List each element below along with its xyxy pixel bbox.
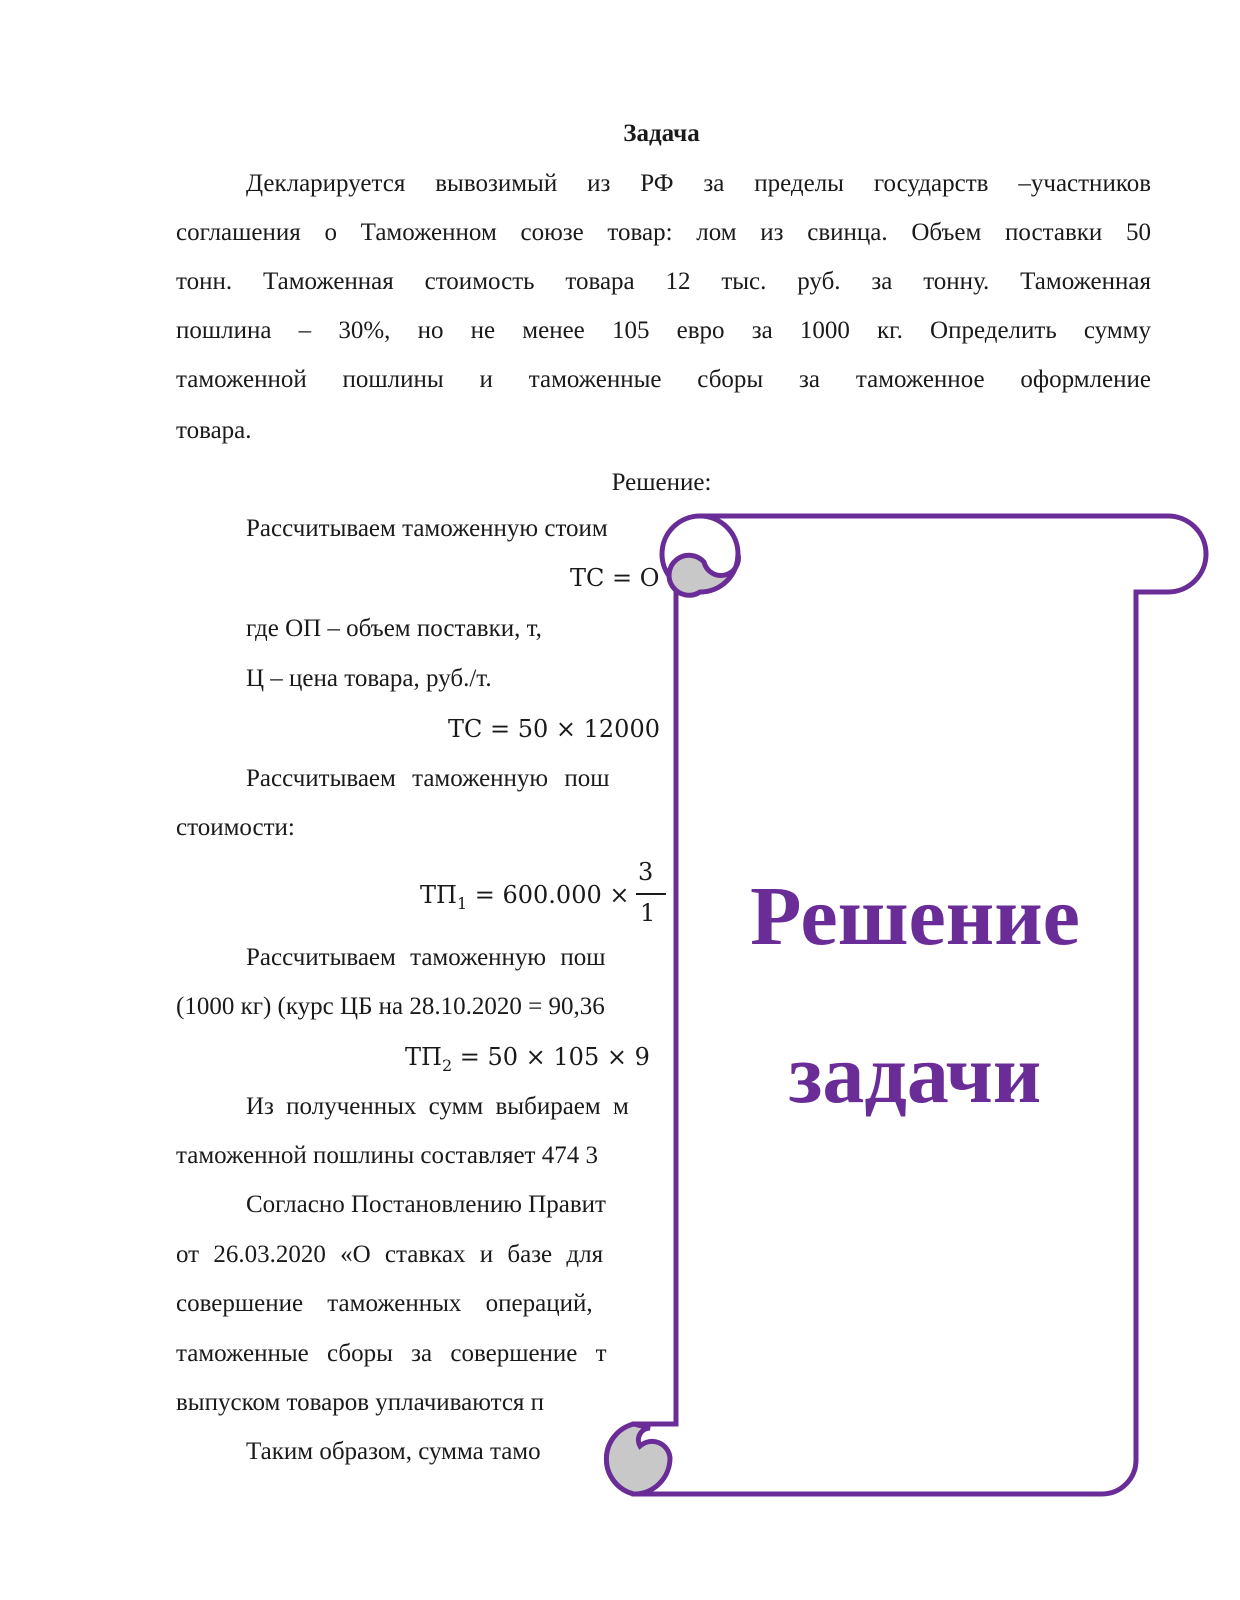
problem-line-1: Декларируется вывозимый из РФ за пределы государств –участников [246,170,1151,197]
overlay-title-line-2: задачи [788,1028,1042,1121]
solution-line-1: Рассчитываем таможенную стоим [246,515,608,542]
solution-line-13: Таким образом, сумма тамо [246,1438,541,1465]
formula-3-numerator: 3 [638,858,654,886]
problem-line-3: тонн. Таможенная стоимость товара 12 тыс. руб. за тонну. Таможенная [176,268,1151,295]
where-c: Ц – цена товара, руб./т. [246,665,492,692]
formula-3: $ТП_1 = 600.000$ × [420,881,630,913]
document-title: Задача [623,120,700,147]
problem-line-5: таможенной пошлины и таможенные сборы за таможенное оформление [176,366,1151,393]
solution-line-7: таможенной пошлины составляет 474 3 [176,1142,598,1169]
where-op: где ОП – объем поставки, т, [246,615,542,642]
solution-heading: Решение: [611,469,712,496]
problem-line-2: соглашения о Таможенном союзе товар: лом из свинца. Объем поставки 50 [176,219,1151,246]
solution-line-10: совершение таможенных операций, [176,1290,593,1317]
formula-3-denominator: 1 [640,899,656,927]
overlay-title-line-1: Решение [750,870,1080,963]
formula-2: ТС = 50 × 12000 [448,715,660,743]
solution-line-6: Из полученных сумм выбираем м [246,1093,629,1120]
solution-line-4: Рассчитываем таможенную пош [246,944,606,971]
solution-line-3: стоимости: [176,814,295,841]
solution-line-5: (1000 кг) (курс ЦБ на 28.10.2020 = 90,36 [176,993,605,1020]
solution-line-8: Согласно Постановлению Правит [246,1191,606,1218]
formula-1: ТС = О [570,564,660,592]
scroll-body [634,516,1206,1494]
formula-4: $ТП_2 = 50 \times 105 \times 9$ [405,1043,650,1075]
solution-line-9: от 26.03.2020 «О ставках и базе для [176,1241,604,1268]
solution-line-12: выпуском товаров уплачиваются п [176,1389,545,1416]
solution-line-2: Рассчитываем таможенную пош [246,765,610,792]
problem-line-6: товара. [176,417,252,444]
problem-line-4: пошлина – 30%, но не менее 105 евро за 1000 кг. Определить сумму [176,317,1151,344]
solution-line-11: таможенные сборы за совершение т [176,1340,607,1367]
